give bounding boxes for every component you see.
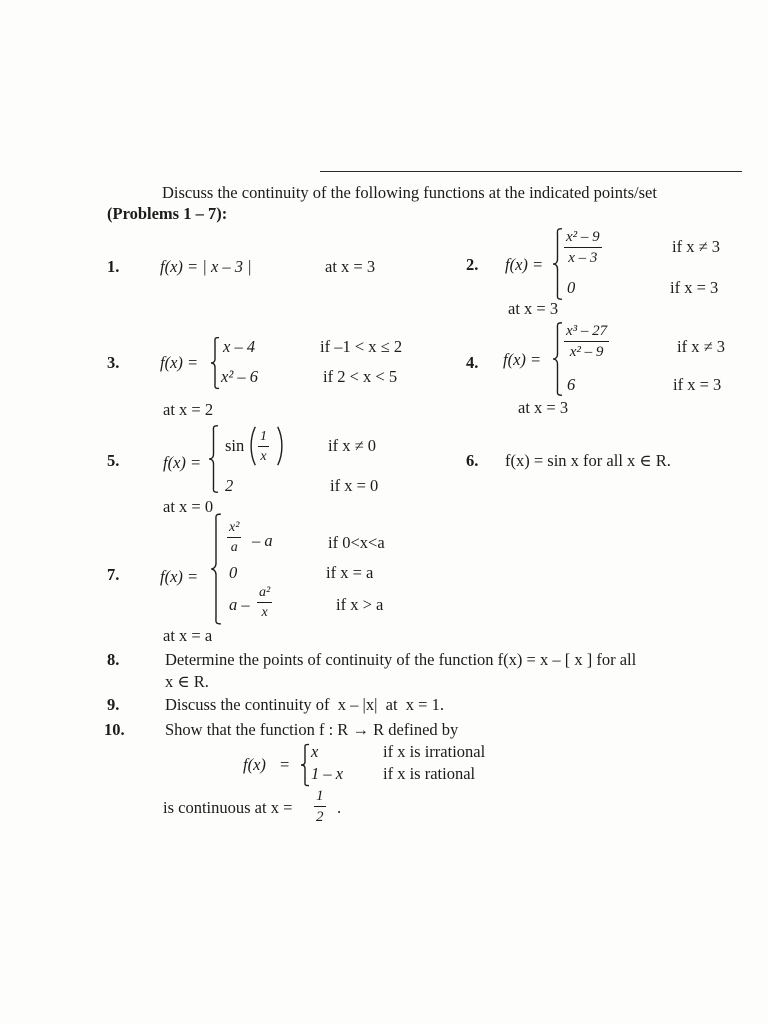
problem-2-number: 2. <box>466 255 479 274</box>
problem-7-case1-fraction <box>227 520 241 555</box>
problem-5-lhs: f(x) = <box>163 453 202 472</box>
fraction-numerator: a² <box>257 585 272 603</box>
problem-3-point: at x = 2 <box>163 400 214 419</box>
problem-4-case2-condition: if x = 3 <box>673 375 722 394</box>
problem-3-number: 3. <box>107 353 120 372</box>
fraction-numerator: x² – 9 <box>564 229 602 248</box>
problem-2-case1-condition: if x ≠ 3 <box>672 237 721 256</box>
problem-8-number: 8. <box>107 650 120 669</box>
problem-1-point: at x = 3 <box>325 257 376 276</box>
problem-2-case2-value: 0 <box>567 278 576 297</box>
problem-4-left-brace <box>552 322 563 396</box>
problem-2-point: at x = 3 <box>508 299 559 318</box>
problem-5-case2-condition: if x = 0 <box>330 476 379 495</box>
problem-10-left-brace <box>300 744 310 786</box>
problem-2-case2-condition: if x = 3 <box>670 278 719 297</box>
problem-3-left-brace <box>210 337 220 389</box>
fraction-denominator: a <box>230 540 238 555</box>
fraction-denominator: x <box>260 449 267 464</box>
fraction-numerator: x³ – 27 <box>564 323 609 342</box>
fraction-numerator: 1 <box>258 429 269 447</box>
problem-4-point: at x = 3 <box>518 398 569 417</box>
problem-3-case2-value: x² – 6 <box>221 367 259 386</box>
problem-2-left-brace <box>552 228 563 300</box>
problem-10-case1-value: x <box>311 742 319 761</box>
problem-9-statement: Discuss the continuity of x – |x| at x = 1. <box>165 695 444 714</box>
problem-7-number: 7. <box>107 565 120 584</box>
fraction-numerator: x² <box>227 520 241 538</box>
problem-10-point-fraction <box>314 788 326 825</box>
problem-5-number: 5. <box>107 451 120 470</box>
problem-10-equals: = <box>280 755 290 774</box>
problem-7-case2-condition: if x = a <box>326 563 374 582</box>
fraction-numerator: 1 <box>314 788 326 807</box>
problem-6-number: 6. <box>466 451 479 470</box>
problem-7-case1-condition: if 0<x<a <box>328 533 385 552</box>
problem-5-case2-value: 2 <box>225 476 234 495</box>
fraction-denominator: x – 3 <box>568 250 598 266</box>
problem-7-case3-fraction <box>257 585 272 620</box>
problem-3-case1-value: x – 4 <box>223 337 256 356</box>
problem-10-case2-value: 1 – x <box>311 764 344 783</box>
problem-2-lhs: f(x) = <box>505 255 544 274</box>
problem-5-case1-function: sin <box>225 436 245 455</box>
problem-5-case1-condition: if x ≠ 0 <box>328 436 377 455</box>
problem-6-statement: f(x) = sin x for all x ∈ R. <box>505 451 671 470</box>
problem-7-case3-condition: if x > a <box>336 595 384 614</box>
problem-10-end-punctuation: . <box>337 798 342 817</box>
problem-7-case3-lead: a – <box>229 595 250 614</box>
problem-10-case2-condition: if x is rational <box>383 764 476 783</box>
fraction-denominator: x <box>261 605 268 620</box>
problem-8-line2: x ∈ R. <box>165 672 209 691</box>
problem-10-case1-condition: if x is irrational <box>383 742 486 761</box>
problem-10-conclusion: is continuous at x = <box>163 798 293 817</box>
problem-8-line1: Determine the points of continuity of the function f(x) = x – [ x ] for all <box>165 650 637 669</box>
problem-5-case1-fraction <box>258 429 269 464</box>
left-parenthesis <box>249 426 256 466</box>
instruction-text: Discuss the continuity of the following functions at the indicated points/set <box>162 183 657 202</box>
problem-3-case1-condition: if –1 < x ≤ 2 <box>320 337 403 356</box>
top-rule <box>320 171 742 172</box>
problem-10-lhs: f(x) <box>243 755 266 774</box>
fraction-denominator: 2 <box>316 809 324 825</box>
right-parenthesis <box>277 426 284 466</box>
problem-3-case2-condition: if 2 < x < 5 <box>323 367 398 386</box>
problem-1-function: f(x) = | x – 3 | <box>160 257 252 276</box>
problem-10-number: 10. <box>104 720 125 739</box>
problem-2-case1-fraction <box>564 229 602 266</box>
problem-4-case2-value: 6 <box>567 375 576 394</box>
problem-7-case1-rest: – a <box>252 531 273 550</box>
problem-3-lhs: f(x) = <box>160 353 199 372</box>
problem-4-case1-fraction <box>564 323 609 360</box>
problem-10-statement: Show that the function f : R → R defined by <box>165 720 459 739</box>
problem-4-case1-condition: if x ≠ 3 <box>677 337 726 356</box>
problem-5-point: at x = 0 <box>163 497 214 516</box>
problem-7-point: at x = a <box>163 626 213 645</box>
problem-9-number: 9. <box>107 695 120 714</box>
problem-7-lhs: f(x) = <box>160 567 199 586</box>
problem-7-case2-value: 0 <box>229 563 238 582</box>
fraction-denominator: x² – 9 <box>569 344 604 360</box>
problem-4-lhs: f(x) = <box>503 350 542 369</box>
problem-5-left-brace <box>208 425 219 493</box>
problem-7-left-brace <box>210 513 222 625</box>
problems-range: (Problems 1 – 7): <box>107 204 228 223</box>
problem-1-number: 1. <box>107 257 120 276</box>
problem-4-number: 4. <box>466 353 479 372</box>
